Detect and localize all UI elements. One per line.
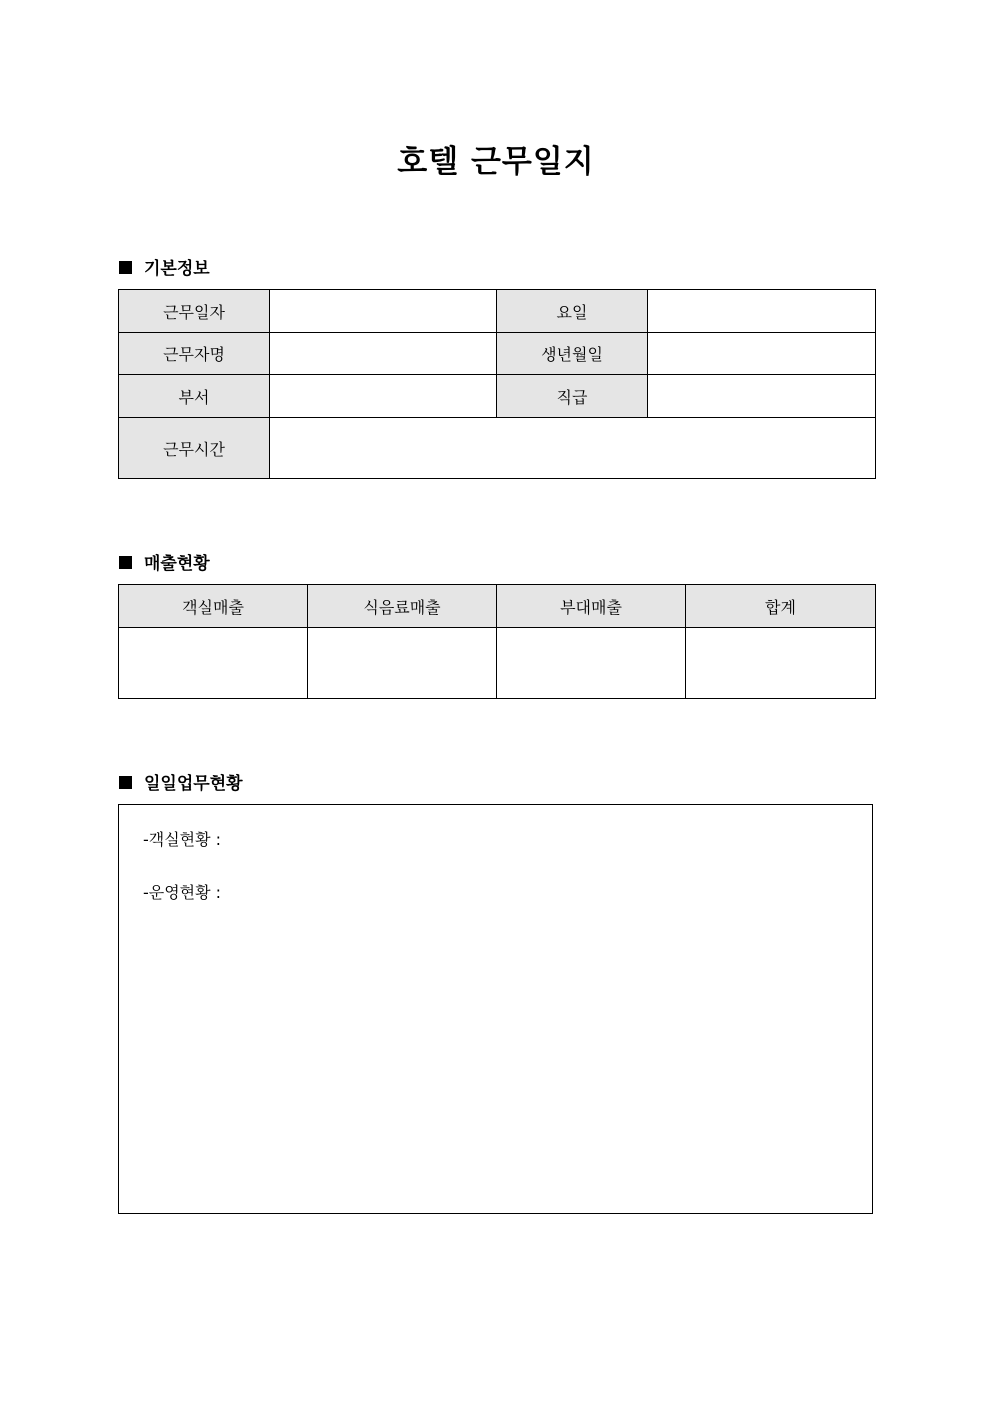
table-row (119, 375, 876, 418)
section-heading-basic-info (119, 254, 210, 279)
note-room-status: -객실현황 : (143, 830, 222, 849)
column-header-room-sales: 객실매출 (119, 585, 308, 628)
table-row (119, 290, 876, 333)
section-heading-label: 기본정보 (144, 259, 210, 279)
daily-work-notes-box[interactable] (118, 804, 873, 1214)
room-sales-field[interactable] (119, 628, 308, 699)
square-bullet-icon (119, 776, 132, 789)
sales-table (118, 584, 876, 699)
table-row (119, 628, 876, 699)
label-department: 부서 (119, 375, 270, 418)
square-bullet-icon (119, 261, 132, 274)
square-bullet-icon (119, 556, 132, 569)
section-heading-label: 매출현황 (144, 554, 210, 574)
fnb-sales-field[interactable] (308, 628, 497, 699)
section-heading-daily-work (119, 769, 243, 794)
label-birth-date: 생년월일 (497, 333, 648, 375)
worker-name-field[interactable] (270, 333, 497, 375)
work-hours-field[interactable] (270, 418, 876, 479)
column-header-total: 합계 (686, 585, 876, 628)
department-field[interactable] (270, 375, 497, 418)
day-of-week-field[interactable] (648, 290, 876, 333)
note-operation-status: -운영현황 : (143, 883, 222, 902)
column-header-fnb-sales: 식음료매출 (308, 585, 497, 628)
section-heading-sales (119, 549, 210, 574)
column-header-ancillary-sales: 부대매출 (497, 585, 686, 628)
label-work-date: 근무일자 (119, 290, 270, 333)
label-worker-name: 근무자명 (119, 333, 270, 375)
total-sales-field[interactable] (686, 628, 876, 699)
table-row (119, 418, 876, 479)
ancillary-sales-field[interactable] (497, 628, 686, 699)
table-row (119, 333, 876, 375)
birth-date-field[interactable] (648, 333, 876, 375)
section-heading-label: 일일업무현황 (144, 774, 243, 794)
label-day-of-week: 요일 (497, 290, 648, 333)
table-header-row (119, 585, 876, 628)
label-work-hours: 근무시간 (119, 418, 270, 479)
work-date-field[interactable] (270, 290, 497, 333)
position-field[interactable] (648, 375, 876, 418)
basic-info-table (118, 289, 876, 479)
label-position: 직급 (497, 375, 648, 418)
document-title: 호텔 근무일지 (397, 144, 595, 180)
